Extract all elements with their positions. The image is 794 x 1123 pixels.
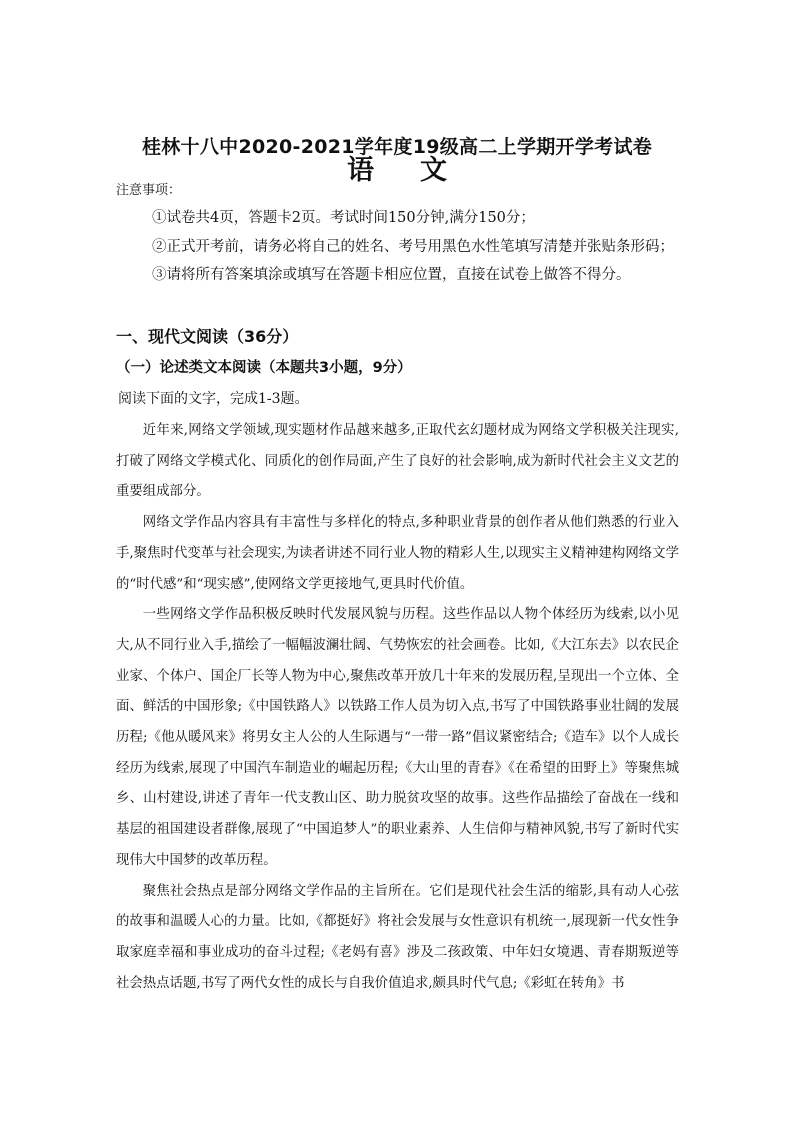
passage-paragraph-3: 一些网络文学作品积极反映时代发展风貌与历程。这些作品以人物个体经历为线索,以小见大,从不同行业入手,描绘了一幅幅波澜壮阔、气势恢宏的社会画卷。比如,《大江东去》以农民企业家、个体户、国企厂长等人物为中心,聚焦改革开放几十年来的发展历程,呈现出一个立体、全面、鲜活的中国形象;《中国铁路人》以铁路工作人员为切入点,书写了中国铁路事业壮阔的发展历程;《他从暖风来》将男女主人公的人生际遇与“一带一路”倡议紧密结合;《造车》以个人成长经历为线索,展现了中国汽车制造业的崛起历程;《大山里的青春》《在希望的田野上》等聚焦城乡、山村建设,讲述了青年一代支教山区、助力脱贫攻坚的故事。这些作品描绘了奋战在一线和基层的祖国建设者群像,展现了“中国追梦人”的职业素养、人生信仰与精神风貌,书写了新时代实现伟大中国梦的改革历程。 (116, 607, 679, 868)
reading-instruction: 阅读下面的文字，完成1-3题。 (118, 391, 309, 407)
note-item-2: ②正式开考前，请务必将自己的姓名、考号用黑色水性笔填写清楚并张贴条形码； (152, 239, 674, 255)
note-item-3: ③请将所有答案填涂或填写在答题卡相应位置，直接在试卷上做答不得分。 (152, 267, 631, 283)
passage-paragraph-2: 网络文学作品内容具有丰富性与多样化的特点,多种职业背景的创作者从他们熟悉的行业入手,聚焦时代变革与社会现实,为读者讲述不同行业人物的精彩人生,以现实主义精神建构网络文学的“时代感”和“现实感”,使网络文学更接地气,更具时代价值。 (116, 515, 679, 592)
subsection-title: （一）论述类文本阅读（本题共3小题，9分） (116, 360, 412, 376)
passage-paragraph-1: 近年来,网络文学领域,现实题材作品越来越多,正取代玄幻题材成为网络文学积极关注现实,打破了网络文学模式化、同质化的创作局面,产生了良好的社会影响,成为新时代社会主义文艺的重要组成部分。 (116, 423, 679, 500)
reading-passage (116, 416, 679, 999)
notes-heading: 注意事项： (116, 183, 182, 198)
subject-title: 语文 (347, 155, 493, 186)
note-item-1: ①试卷共4页，答题卡2页。考试时间150分钟,满分150分； (152, 210, 535, 226)
exam-title: 桂林十八中2020-2021学年度19级高二上学期开学考试卷 (141, 136, 653, 158)
passage-paragraph-4: 聚焦社会热点是部分网络文学作品的主旨所在。它们是现代社会生活的缩影,具有动人心弦的故事和温暖人心的力量。比如,《都挺好》将社会发展与女性意识有机统一,展现新一代女性争取家庭幸福和事业成功的奋斗过程;《老妈有喜》涉及二孩政策、中年妇女境遇、青春期叛逆等社会热点话题,书写了两代女性的成长与自我价值追求,颇具时代气息;《彩虹在转角》书 (116, 883, 679, 991)
section-title: 一、现代文阅读（36分） (116, 327, 299, 346)
